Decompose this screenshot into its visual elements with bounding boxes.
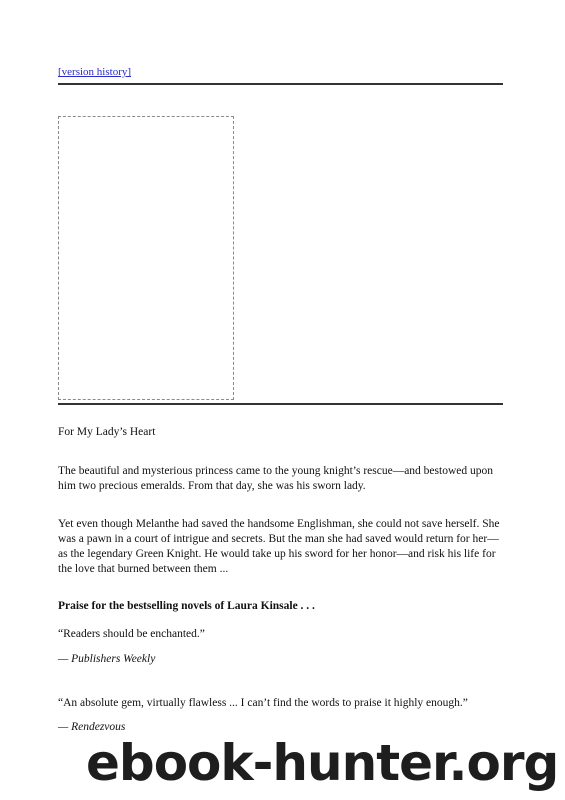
praise-quote-2: “An absolute gem, virtually flawless ... I can’t find the words to praise it highly enough.” xyxy=(58,697,468,709)
book-title: For My Lady’s Heart xyxy=(58,426,156,438)
watermark: ebook-hunter.org xyxy=(86,734,559,792)
praise-quote-1: “Readers should be enchanted.” xyxy=(58,628,205,640)
version-history-link[interactable]: [version history] xyxy=(58,66,132,78)
top-divider xyxy=(58,83,503,85)
description-paragraph-2: Yet even though Melanthe had saved the handsome Englishman, she could not save herself. She was a pawn in a court of intrigue and secrets. But the man she had saved would return for her—as the legendary Green Knight. He would take up his sword for her honor—and risk his life for the love that burned between them ... xyxy=(58,518,500,575)
praise-source-2: — Rendezvous xyxy=(58,721,126,733)
praise-source-1: — Publishers Weekly xyxy=(58,653,156,665)
praise-heading: Praise for the bestselling novels of Laura Kinsale . . . xyxy=(58,600,315,612)
description-paragraph-1: The beautiful and mysterious princess came to the young knight’s rescue—and bestowed upon him two precious emeralds. From that day, she was his sworn lady. xyxy=(58,465,493,492)
bottom-divider xyxy=(58,403,503,405)
cover-image-placeholder xyxy=(58,116,234,400)
